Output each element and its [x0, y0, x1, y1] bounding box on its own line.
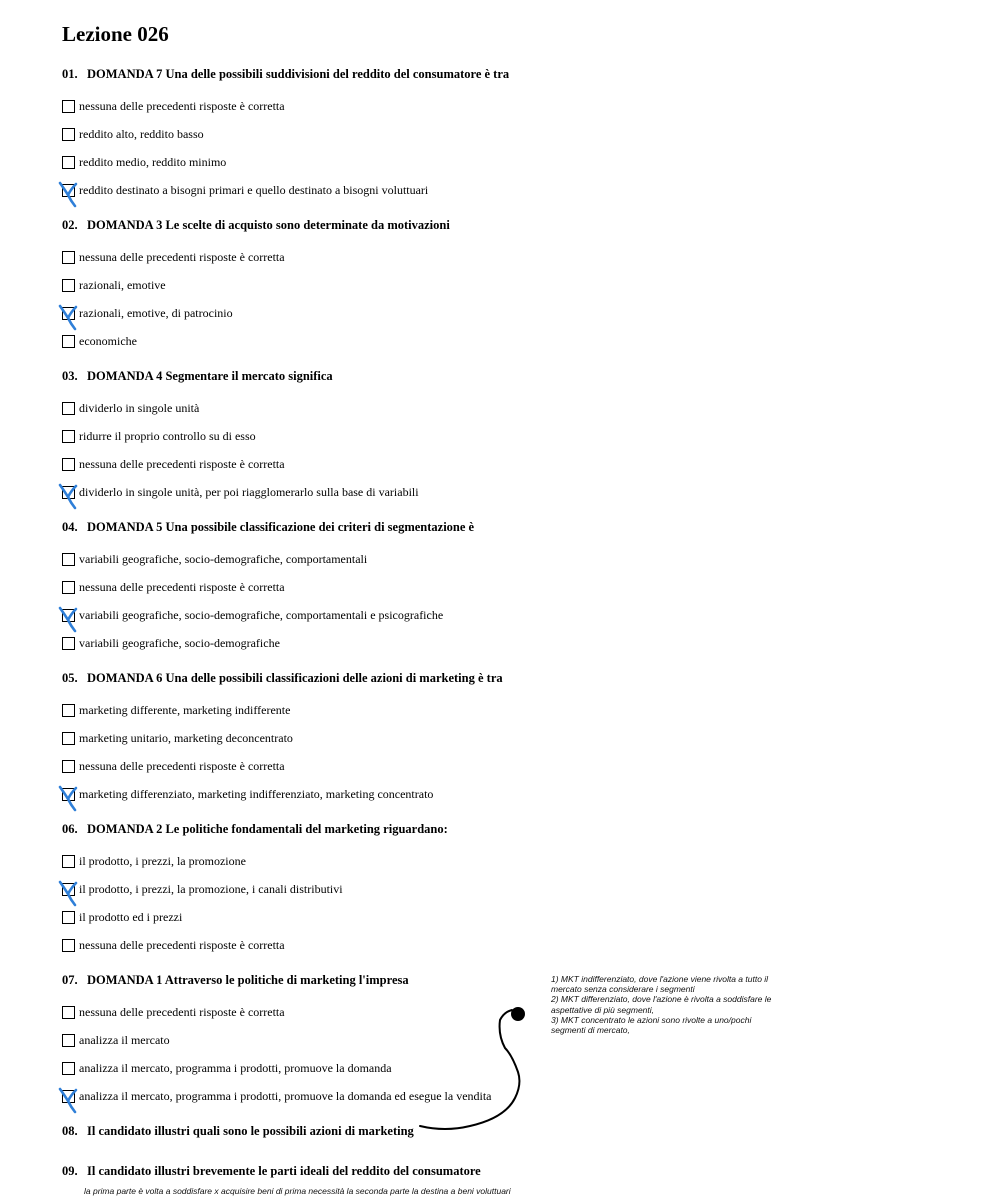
- question-number: 02.: [62, 218, 78, 232]
- question-number: 08.: [62, 1124, 78, 1138]
- answer-checkbox[interactable]: [62, 279, 75, 292]
- question-number: 03.: [62, 369, 78, 383]
- answer-option[interactable]: [62, 148, 542, 176]
- note-line: aspettative di più segmenti,: [551, 1004, 655, 1015]
- question-heading: [62, 217, 542, 233]
- note-line: 2) MKT differenziato, dove l'azione è rivolta a soddisfare le: [551, 994, 772, 1005]
- answer-option-label: nessuna delle precedenti risposte è corretta: [79, 249, 285, 264]
- answer-option-label: variabili geografiche, socio-demografiche, comportamentali: [79, 551, 368, 566]
- question-number: 06.: [62, 822, 78, 836]
- answer-checkbox[interactable]: [62, 1006, 75, 1019]
- answer-option-label: razionali, emotive, di patrocinio: [79, 305, 233, 320]
- answer-option-label: nessuna delle precedenti risposte è corretta: [79, 98, 285, 113]
- answer-option-label: nessuna delle precedenti risposte è corretta: [79, 579, 285, 594]
- question-number: 01.: [62, 67, 78, 81]
- answer-option[interactable]: [62, 394, 542, 422]
- answer-checkbox[interactable]: [62, 553, 75, 566]
- question-block: [62, 66, 542, 204]
- answer-option-label: analizza il mercato, programma i prodotti, promuove la domanda: [79, 1060, 392, 1075]
- answer-option[interactable]: [62, 780, 542, 808]
- question-text: DOMANDA 2 Le politiche fondamentali del marketing riguardano:: [87, 822, 448, 836]
- answer-option-label: marketing differenziato, marketing indifferenziato, marketing concentrato: [79, 786, 434, 801]
- answer-option[interactable]: [62, 1026, 542, 1054]
- question-text: DOMANDA 6 Una delle possibili classificazioni delle azioni di marketing è tra: [87, 671, 503, 685]
- answer-option-label: il prodotto, i prezzi, la promozione: [79, 853, 246, 868]
- answer-option[interactable]: [62, 299, 542, 327]
- answer-option[interactable]: [62, 1082, 542, 1110]
- answer-checkbox[interactable]: [62, 251, 75, 264]
- answer-checkbox[interactable]: [62, 788, 75, 801]
- answer-option[interactable]: [62, 601, 542, 629]
- answer-option-label: reddito alto, reddito basso: [79, 126, 204, 141]
- lesson-title: Lezione 026: [62, 22, 169, 46]
- answer-option[interactable]: [62, 243, 542, 271]
- answer-option[interactable]: [62, 92, 542, 120]
- answer-option-label: dividerlo in singole unità: [79, 400, 200, 415]
- note-line: segmenti di mercato,: [551, 1025, 630, 1036]
- answer-checkbox[interactable]: [62, 581, 75, 594]
- answer-checkbox[interactable]: [62, 1034, 75, 1047]
- answer-checkbox[interactable]: [62, 1062, 75, 1075]
- answer-option[interactable]: [62, 931, 542, 959]
- answer-09-text: la prima parte è volta a soddisfare x acquisire beni di prima necessità la seconda parte la destina a beni voluttuari: [84, 1186, 511, 1196]
- answer-checkbox[interactable]: [62, 883, 75, 896]
- answer-option[interactable]: [62, 1054, 542, 1082]
- answer-option-label: nessuna delle precedenti risposte è corretta: [79, 937, 285, 952]
- answer-checkbox[interactable]: [62, 1090, 75, 1103]
- answer-checkbox[interactable]: [62, 184, 75, 197]
- answer-checkbox[interactable]: [62, 458, 75, 471]
- question-text: Il candidato illustri brevemente le parti ideali del reddito del consumatore: [87, 1164, 481, 1178]
- question-block: [62, 519, 542, 657]
- note-line: 3) MKT concentrato le azioni sono rivolte a uno/pochi: [551, 1014, 752, 1025]
- answer-checkbox[interactable]: [62, 128, 75, 141]
- question-heading: [62, 670, 542, 686]
- answer-option-label: marketing differente, marketing indifferente: [79, 702, 291, 717]
- answer-option-label: economiche: [79, 333, 137, 348]
- question-number: 04.: [62, 520, 78, 534]
- answer-option-label: razionali, emotive: [79, 277, 166, 292]
- answer-checkbox[interactable]: [62, 402, 75, 415]
- answer-checkbox[interactable]: [62, 732, 75, 745]
- answer-checkbox[interactable]: [62, 335, 75, 348]
- question-heading: [62, 368, 542, 384]
- answer-option-label: reddito medio, reddito minimo: [79, 154, 227, 169]
- answer-checkbox[interactable]: [62, 704, 75, 717]
- answer-option-label: il prodotto ed i prezzi: [79, 909, 183, 924]
- answer-option-label: nessuna delle precedenti risposte è corretta: [79, 758, 285, 773]
- answer-checkbox[interactable]: [62, 430, 75, 443]
- answer-checkbox[interactable]: [62, 609, 75, 622]
- question-heading: [62, 1163, 542, 1179]
- question-block: [62, 217, 542, 355]
- question-text: DOMANDA 7 Una delle possibili suddivisioni del reddito del consumatore è tra: [87, 67, 510, 81]
- question-block: [62, 670, 542, 808]
- question-text: DOMANDA 4 Segmentare il mercato significa: [87, 369, 333, 383]
- answer-option[interactable]: [62, 629, 542, 657]
- answer-option[interactable]: [62, 450, 542, 478]
- question-text: Il candidato illustri quali sono le possibili azioni di marketing: [87, 1124, 414, 1138]
- answer-option-label: analizza il mercato: [79, 1032, 170, 1047]
- answer-option-label: reddito destinato a bisogni primari e quello destinato a bisogni voluttuari: [79, 182, 429, 197]
- answer-option[interactable]: [62, 327, 542, 355]
- answer-option[interactable]: [62, 271, 542, 299]
- answer-option[interactable]: [62, 724, 542, 752]
- answer-option[interactable]: [62, 176, 542, 204]
- answer-option-label: analizza il mercato, programma i prodotti, promuove la domanda ed esegue la vendita: [79, 1088, 492, 1103]
- note-line: 1) MKT indifferenziato, dove l'azione viene rivolta a tutto il: [551, 974, 769, 984]
- question-block: [62, 821, 542, 959]
- question-heading: [62, 972, 542, 988]
- answer-option-label: ridurre il proprio controllo su di esso: [79, 428, 256, 443]
- answer-option-label: nessuna delle precedenti risposte è corretta: [79, 1004, 285, 1019]
- question-heading: [62, 1123, 542, 1139]
- answer-option[interactable]: [62, 120, 542, 148]
- question-text: DOMANDA 5 Una possibile classificazione dei criteri di segmentazione è: [87, 520, 475, 534]
- answer-option[interactable]: [62, 903, 542, 931]
- question-number: 07.: [62, 973, 78, 987]
- answer-option-label: il prodotto, i prezzi, la promozione, i canali distributivi: [79, 881, 343, 896]
- question-heading: [62, 821, 542, 837]
- answer-option-label: marketing unitario, marketing deconcentrato: [79, 730, 293, 745]
- question-text: DOMANDA 1 Attraverso le politiche di marketing l'impresa: [87, 973, 409, 987]
- answer-checkbox[interactable]: [62, 855, 75, 868]
- answer-option[interactable]: [62, 752, 542, 780]
- question-text: DOMANDA 3 Le scelte di acquisto sono determinate da motivazioni: [87, 218, 450, 232]
- question-block: [62, 1123, 542, 1149]
- answer-checkbox[interactable]: [62, 911, 75, 924]
- answer-checkbox[interactable]: [62, 156, 75, 169]
- answer-option[interactable]: [62, 696, 542, 724]
- question-heading: [62, 519, 542, 535]
- answer-option-label: variabili geografiche, socio-demografiche, comportamentali e psicografiche: [79, 607, 444, 622]
- answer-option[interactable]: [62, 998, 542, 1026]
- note-line: mercato senza considerare i segmenti: [551, 984, 695, 995]
- question-number: 05.: [62, 671, 78, 685]
- answer-checkbox[interactable]: [62, 939, 75, 952]
- answer-option-label: nessuna delle precedenti risposte è corretta: [79, 456, 285, 471]
- answer-checkbox[interactable]: [62, 637, 75, 650]
- answer-option[interactable]: [62, 875, 542, 903]
- handwritten-answer-note: [551, 974, 821, 1035]
- question-block: [62, 368, 542, 506]
- answer-checkbox[interactable]: [62, 307, 75, 320]
- answer-option[interactable]: [62, 545, 542, 573]
- answer-option[interactable]: [62, 478, 542, 506]
- answer-option-label: variabili geografiche, socio-demografiche: [79, 635, 280, 650]
- answer-checkbox[interactable]: [62, 486, 75, 499]
- answer-option[interactable]: [62, 573, 542, 601]
- answer-option-label: dividerlo in singole unità, per poi riagglomerarlo sulla base di variabili: [79, 484, 419, 499]
- question-block: [62, 972, 542, 1110]
- answer-option[interactable]: [62, 847, 542, 875]
- question-number: 09.: [62, 1164, 78, 1178]
- answer-checkbox[interactable]: [62, 100, 75, 113]
- question-heading: [62, 66, 542, 82]
- answer-checkbox[interactable]: [62, 760, 75, 773]
- answer-option[interactable]: [62, 422, 542, 450]
